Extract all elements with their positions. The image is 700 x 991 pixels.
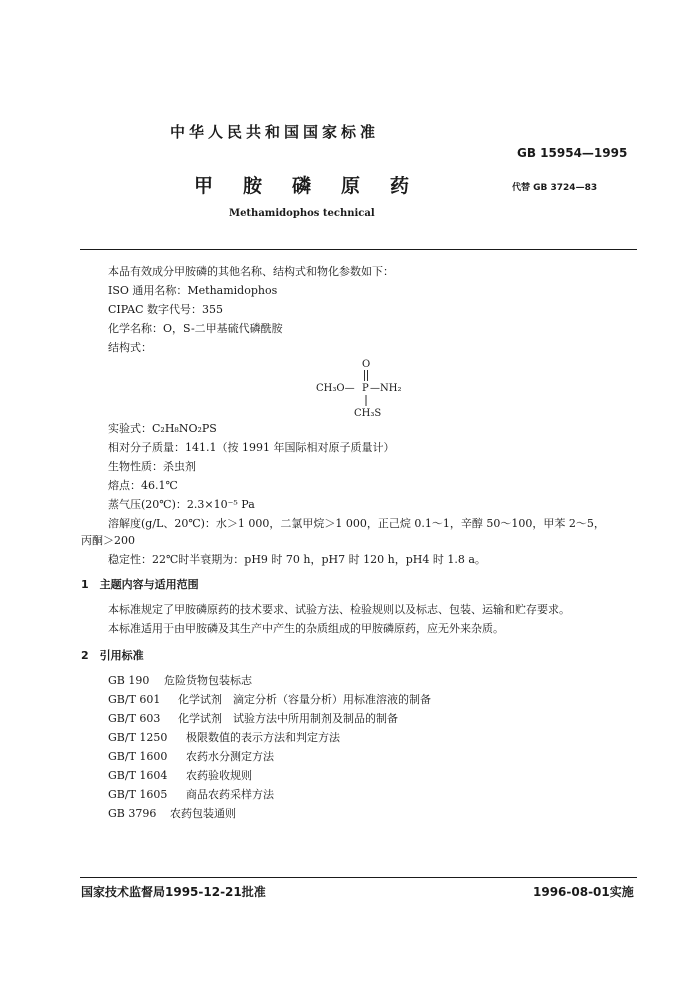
melting-point: 熔点：46.1℃ bbox=[108, 479, 178, 492]
reference-item bbox=[108, 805, 236, 821]
reference-item bbox=[108, 710, 398, 726]
document-title: 甲胺磷原药 bbox=[194, 175, 440, 197]
amino-group: —NH₂ bbox=[370, 383, 402, 394]
section-1-paragraph: 本标准适用于由甲胺磷及其生产中产生的杂质组成的甲胺磷原药，应无外来杂质。 bbox=[108, 622, 504, 635]
footer-divider bbox=[80, 877, 637, 878]
molecular-weight: 相对分子质量：141.1（按 1991 年国际相对原子质量计） bbox=[108, 441, 395, 454]
section-1-heading: 1 主题内容与适用范围 bbox=[81, 578, 199, 591]
reference-item bbox=[108, 786, 274, 802]
reference-code: GB 190 bbox=[108, 674, 150, 687]
standard-number: GB 15954—1995 bbox=[517, 146, 628, 160]
reference-title: 极限数值的表示方法和判定方法 bbox=[186, 731, 340, 744]
empirical-formula bbox=[108, 420, 217, 438]
reference-code: GB/T 601 bbox=[108, 693, 161, 706]
solubility-continued: 丙酮＞200 bbox=[81, 534, 135, 547]
cipac-code: CIPAC 数字代号：355 bbox=[108, 303, 224, 316]
national-standard-heading: 中华人民共和国国家标准 bbox=[170, 123, 380, 141]
reference-title: 农药水分测定方法 bbox=[186, 750, 274, 763]
vapor-pressure: 蒸气压(20℃)：2.3×10⁻⁵ Pa bbox=[108, 498, 255, 511]
methoxy-group: CH₃O— bbox=[316, 383, 355, 394]
section-1-paragraph: 本标准规定了甲胺磷原药的技术要求、试验方法、检验规则以及标志、包装、运输和贮存要求。 bbox=[108, 603, 570, 616]
reference-title: 危险货物包装标志 bbox=[164, 674, 252, 687]
reference-code: GB/T 1604 bbox=[108, 769, 168, 782]
reference-title: 农药包装通则 bbox=[170, 807, 236, 820]
reference-title: 化学试剂 试验方法中所用制剂及制品的制备 bbox=[178, 712, 398, 725]
formula-value: C₂H₈NO₂PS bbox=[152, 422, 217, 435]
intro-line: 本品有效成分甲胺磷的其他名称、结构式和物化参数如下： bbox=[108, 265, 394, 278]
reference-item bbox=[108, 748, 274, 764]
reference-title: 商品农药采样方法 bbox=[186, 788, 274, 801]
reference-code: GB/T 1600 bbox=[108, 750, 168, 763]
reference-item bbox=[108, 691, 431, 707]
approval-date: 国家技术监督局1995-12-21批准 bbox=[81, 885, 266, 899]
reference-code: GB/T 1605 bbox=[108, 788, 168, 801]
structural-formula bbox=[300, 356, 440, 426]
biological-property: 生物性质：杀虫剂 bbox=[108, 460, 196, 473]
oxygen-atom: O bbox=[362, 359, 371, 370]
english-title: Methamidophos technical bbox=[229, 208, 375, 219]
replaces-standard: 代替 GB 3724—83 bbox=[512, 183, 598, 193]
phosphorus-atom: P bbox=[362, 383, 369, 394]
reference-code: GB/T 603 bbox=[108, 712, 161, 725]
section-2-heading: 2 引用标准 bbox=[81, 649, 144, 662]
solubility: 溶解度(g/L、20℃)：水＞1 000，二氯甲烷＞1 000，正己烷 0.1～1，辛醇 50～100，甲苯 2～5， bbox=[108, 517, 605, 530]
reference-item bbox=[108, 767, 252, 783]
reference-title: 农药验收规则 bbox=[186, 769, 252, 782]
implementation-date: 1996-08-01实施 bbox=[533, 885, 634, 899]
chemical-name: 化学名称：O，S-二甲基硫代磷酰胺 bbox=[108, 322, 283, 335]
stability: 稳定性：22℃时半衰期为：pH9 时 70 h，pH7 时 120 h，pH4 时 1.8 a。 bbox=[108, 553, 486, 566]
iso-name: ISO 通用名称：Methamidophos bbox=[108, 284, 278, 297]
reference-item bbox=[108, 729, 340, 745]
reference-title: 化学试剂 滴定分析（容量分析）用标准溶液的制备 bbox=[178, 693, 431, 706]
methylthio-group: CH₃S bbox=[354, 408, 382, 419]
formula-label: 实验式： bbox=[108, 422, 152, 435]
reference-code: GB 3796 bbox=[108, 807, 157, 820]
header-divider bbox=[80, 249, 637, 250]
reference-code: GB/T 1250 bbox=[108, 731, 168, 744]
reference-item bbox=[108, 672, 252, 688]
structure-label: 结构式： bbox=[108, 341, 152, 354]
